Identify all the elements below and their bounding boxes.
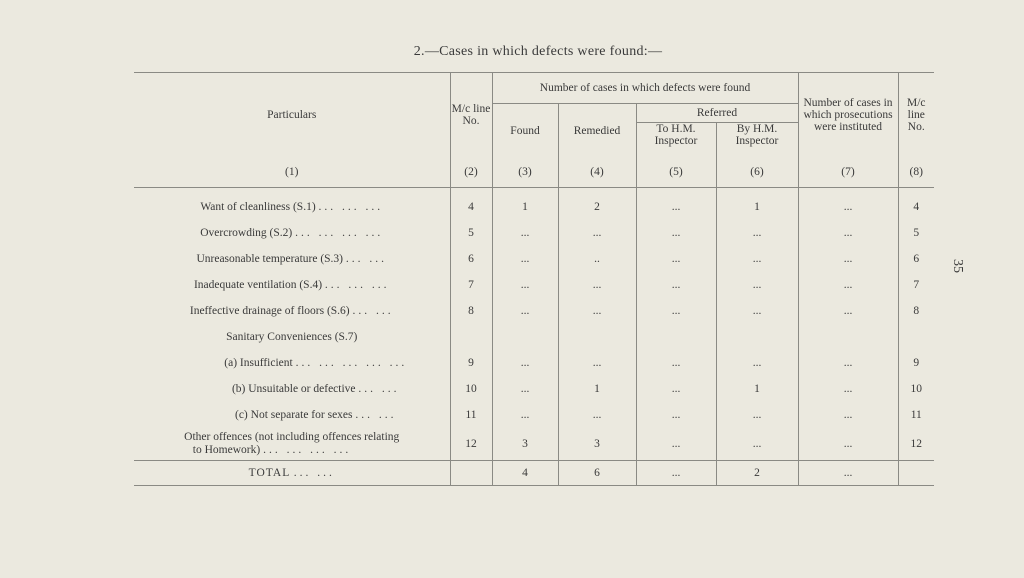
row-label: Overcrowding (S.2) ... ... ... ... — [200, 227, 384, 239]
table-row — [134, 220, 934, 246]
cell-found: ... — [492, 350, 558, 376]
defects-table — [134, 72, 934, 486]
header-mc-line: M/c line No. — [450, 73, 492, 158]
header-particulars: Particulars — [134, 73, 450, 158]
table-row — [134, 272, 934, 298]
cell-to-hm: ... — [636, 246, 716, 272]
table-caption: 2.—Cases in which defects were found:— — [413, 44, 663, 59]
cell-found: ... — [492, 402, 558, 428]
cell-prosecutions: ... — [798, 220, 898, 246]
cell-line-right: 11 — [898, 402, 934, 428]
col-number-8: (8) — [898, 157, 934, 188]
cell-line-right: 12 — [898, 428, 934, 461]
cell-remedied: ... — [558, 220, 636, 246]
col-number-7: (7) — [798, 157, 898, 188]
cell-line-right: 5 — [898, 220, 934, 246]
cell-found: 3 — [492, 428, 558, 461]
cell-line: 10 — [450, 376, 492, 402]
total-by-hm: 2 — [716, 461, 798, 486]
cell-by-hm: ... — [716, 350, 798, 376]
cell-line-right: 10 — [898, 376, 934, 402]
cell-found: ... — [492, 246, 558, 272]
cell-remedied: ... — [558, 402, 636, 428]
cell-found: ... — [492, 376, 558, 402]
cell-remedied: ... — [558, 350, 636, 376]
cell-line-right: 8 — [898, 298, 934, 324]
col-number-6: (6) — [716, 157, 798, 188]
cell-to-hm: ... — [636, 402, 716, 428]
table-row — [134, 298, 934, 324]
cell-line: 9 — [450, 350, 492, 376]
cell-line: 12 — [450, 428, 492, 461]
cell-to-hm: ... — [636, 188, 716, 221]
table-row — [134, 402, 934, 428]
cell-to-hm: ... — [636, 376, 716, 402]
cell-by-hm: 1 — [716, 376, 798, 402]
row-label: Sanitary Conveniences (S.7) — [226, 331, 358, 343]
cell-remedied: 3 — [558, 428, 636, 461]
cell-remedied: 2 — [558, 188, 636, 221]
col-number-3: (3) — [492, 157, 558, 188]
row-label: Inadequate ventilation (S.4) ... ... ... — [193, 279, 390, 291]
page-number: 35 — [950, 259, 965, 273]
header-by-hm-inspector: By H.M. Inspector — [716, 123, 798, 158]
header-to-hm-inspector: To H.M. Inspector — [636, 123, 716, 158]
cell-remedied — [558, 324, 636, 350]
cell-prosecutions — [798, 324, 898, 350]
cell-line: 7 — [450, 272, 492, 298]
cell-by-hm: ... — [716, 272, 798, 298]
cell-to-hm: ... — [636, 272, 716, 298]
row-label: (c) Not separate for sexes ... ... — [235, 409, 397, 421]
row-label: (b) Unsuitable or defective ... ... — [231, 383, 400, 395]
total-line-right — [898, 461, 934, 486]
cell-line — [450, 324, 492, 350]
cell-prosecutions: ... — [798, 272, 898, 298]
cell-prosecutions: ... — [798, 188, 898, 221]
cell-found: ... — [492, 272, 558, 298]
cell-found — [492, 324, 558, 350]
cell-remedied: .. — [558, 246, 636, 272]
cell-line: 6 — [450, 246, 492, 272]
row-label: Other offences (not including offences relating to Homework) ... ... ... ... — [184, 431, 400, 456]
cell-by-hm: 1 — [716, 188, 798, 221]
cell-line: 4 — [450, 188, 492, 221]
total-line — [450, 461, 492, 486]
row-label: Unreasonable temperature (S.3) ... ... — [196, 253, 388, 265]
col-number-2: (2) — [450, 157, 492, 188]
header-remedied: Remedied — [558, 104, 636, 158]
cell-by-hm: ... — [716, 402, 798, 428]
header-found: Found — [492, 104, 558, 158]
table-row — [134, 428, 934, 461]
total-remedied: 6 — [558, 461, 636, 486]
total-found: 4 — [492, 461, 558, 486]
row-label: Want of cleanliness (S.1) ... ... ... — [200, 201, 384, 213]
col-number-1: (1) — [285, 166, 299, 178]
cell-to-hm: ... — [636, 220, 716, 246]
cell-to-hm: ... — [636, 298, 716, 324]
cell-by-hm: ... — [716, 220, 798, 246]
cell-line-right: 4 — [898, 188, 934, 221]
cell-to-hm: ... — [636, 428, 716, 461]
cell-line-right: 9 — [898, 350, 934, 376]
cell-by-hm: ... — [716, 246, 798, 272]
total-label: TOTAL ... ... — [134, 461, 450, 486]
total-to-hm: ... — [636, 461, 716, 486]
header-prosecutions: Number of cases in which prosecutions were instituted — [798, 73, 898, 158]
cell-remedied: 1 — [558, 376, 636, 402]
row-label: Ineffective drainage of floors (S.6) ... ... — [189, 305, 394, 317]
cell-line-right — [898, 324, 934, 350]
table-row — [134, 188, 934, 221]
table-row — [134, 350, 934, 376]
table-row — [134, 246, 934, 272]
cell-to-hm: ... — [636, 350, 716, 376]
header-mc-line-right: M/c line No. — [898, 73, 934, 158]
cell-prosecutions: ... — [798, 402, 898, 428]
cell-prosecutions: ... — [798, 246, 898, 272]
cell-by-hm: ... — [716, 428, 798, 461]
cell-line: 11 — [450, 402, 492, 428]
table-row — [134, 324, 934, 350]
cell-by-hm — [716, 324, 798, 350]
cell-to-hm — [636, 324, 716, 350]
total-prosecutions: ... — [798, 461, 898, 486]
cell-found: ... — [492, 220, 558, 246]
cell-line-right: 6 — [898, 246, 934, 272]
col-number-5: (5) — [636, 157, 716, 188]
cell-remedied: ... — [558, 272, 636, 298]
cell-line: 8 — [450, 298, 492, 324]
cell-remedied: ... — [558, 298, 636, 324]
cell-prosecutions: ... — [798, 376, 898, 402]
header-referred: Referred — [636, 104, 798, 123]
col-number-4: (4) — [558, 157, 636, 188]
table-row — [134, 376, 934, 402]
cell-prosecutions: ... — [798, 350, 898, 376]
cell-line: 5 — [450, 220, 492, 246]
row-label: (a) Insufficient ... ... ... ... ... — [224, 357, 408, 369]
cell-found: ... — [492, 298, 558, 324]
cell-by-hm: ... — [716, 298, 798, 324]
cell-found: 1 — [492, 188, 558, 221]
cell-prosecutions: ... — [798, 428, 898, 461]
total-row — [134, 461, 934, 486]
cell-prosecutions: ... — [798, 298, 898, 324]
header-defects-group: Number of cases in which defects were found — [492, 73, 798, 104]
cell-line-right: 7 — [898, 272, 934, 298]
